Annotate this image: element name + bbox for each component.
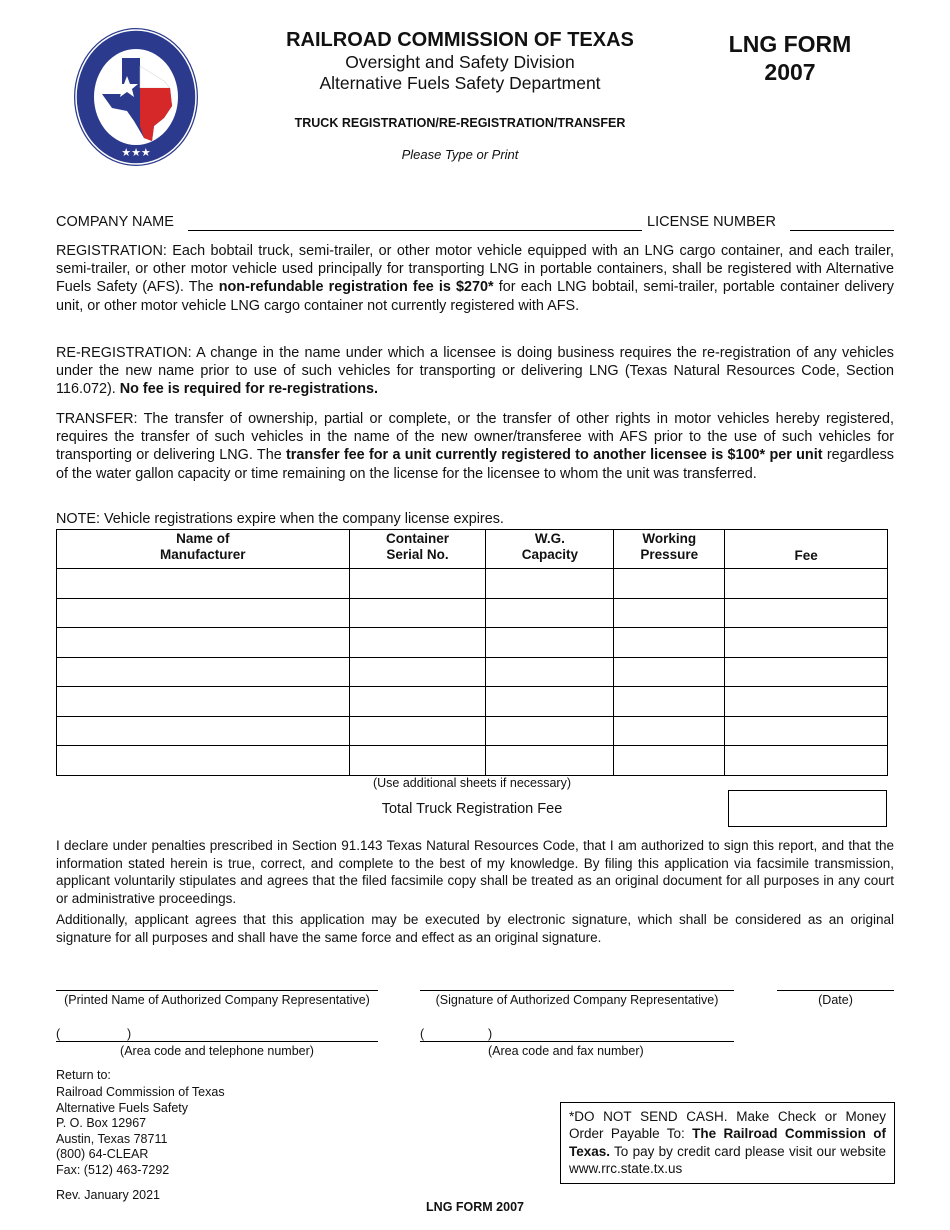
column-header-line: W.G. <box>534 531 565 546</box>
footer-form-number: LNG FORM 2007 <box>426 1200 524 1214</box>
column-header <box>349 530 486 569</box>
table-cell[interactable] <box>486 716 614 746</box>
signature-label: (Signature of Authorized Company Representative) <box>435 993 719 1007</box>
table-cell[interactable] <box>349 687 486 717</box>
payment-notice: *DO NOT SEND CASH. Make Check or Money Order Payable To: The Railroad Commission of Texas. To pay by credit card please visit our website www.rrc.state.tx.us <box>560 1102 895 1184</box>
table-cell[interactable] <box>349 569 486 599</box>
table-cell[interactable] <box>349 628 486 658</box>
phone-paren-open: ( <box>56 1027 61 1041</box>
table-cell[interactable] <box>349 716 486 746</box>
table-cell[interactable] <box>349 746 486 776</box>
table-cell[interactable] <box>349 657 486 687</box>
table-cell[interactable] <box>57 746 350 776</box>
signature-field[interactable] <box>420 975 734 991</box>
table-cell[interactable] <box>486 628 614 658</box>
table-cell[interactable] <box>614 716 725 746</box>
printed-name-field[interactable] <box>56 975 378 991</box>
table-cell[interactable] <box>349 598 486 628</box>
return-label: Return to: <box>56 1068 111 1082</box>
esignature-paragraph: Additionally, applicant agrees that this application may be executed by electronic signature, which shall be considered as an original signature for all purposes and shall have the same force and effect as an original signature. <box>56 912 894 945</box>
printed-name-label: (Printed Name of Authorized Company Representative) <box>64 993 370 1007</box>
fax-field[interactable] <box>420 1026 734 1042</box>
table-cell[interactable] <box>57 687 350 717</box>
phone-label: (Area code and telephone number) <box>120 1044 314 1058</box>
company-name-label: COMPANY NAME <box>56 214 174 230</box>
table-cell[interactable] <box>614 569 725 599</box>
table-row <box>57 716 888 746</box>
rrc-seal-logo <box>72 26 200 168</box>
company-name-field[interactable] <box>188 214 642 231</box>
form-number <box>690 30 890 86</box>
total-fee-field[interactable] <box>728 790 887 827</box>
note: NOTE: Vehicle registrations expire when the company license expires. <box>56 511 504 527</box>
column-header <box>614 530 725 569</box>
table-cell[interactable] <box>614 746 725 776</box>
table-row <box>57 687 888 717</box>
return-address <box>56 1085 225 1178</box>
table-cell[interactable] <box>614 628 725 658</box>
address-line: Railroad Commission of Texas <box>56 1085 225 1099</box>
fax-label: (Area code and fax number) <box>488 1044 644 1058</box>
table-cell[interactable] <box>57 716 350 746</box>
table-row <box>57 569 888 599</box>
department: Alternative Fuels Safety Department <box>319 73 601 93</box>
license-number-field[interactable] <box>790 214 894 231</box>
table-cell[interactable] <box>57 569 350 599</box>
license-number-label: LICENSE NUMBER <box>647 214 776 230</box>
column-header-line: Pressure <box>640 547 699 562</box>
division: Oversight and Safety Division <box>345 52 575 72</box>
table-cell[interactable] <box>486 657 614 687</box>
column-header-line: Container <box>386 531 450 546</box>
table-cell[interactable] <box>725 746 888 776</box>
address-line: (800) 64-CLEAR <box>56 1147 149 1161</box>
table-cell[interactable] <box>614 598 725 628</box>
form-line-1: LNG FORM <box>728 31 852 57</box>
table-cell[interactable] <box>486 569 614 599</box>
transfer-paragraph: TRANSFER: The transfer of ownership, partial or complete, or the transfer of other rights in motor vehicles hereby registered, requires the transfer of such vehicles in the name of the new owner/transferee with AFS prior to the use of such vehicles for transporting or delivering LNG. The transfer fee for a unit currently registered to another licensee is $100* per unit regardless of the water gallon capacity or time remaining on the license for the licensee to whom the unit was transferred. <box>56 411 895 482</box>
column-header-line: Working <box>642 531 697 546</box>
column-header-line: Name of <box>176 531 230 546</box>
column-header-line: Manufacturer <box>160 547 246 562</box>
table-cell[interactable] <box>614 687 725 717</box>
date-field[interactable] <box>777 975 894 991</box>
declaration-paragraph: I declare under penalties prescribed in Section 91.143 Texas Natural Resources Code, that I am authorized to sign this report, and that the information stated herein is true, correct, and complete to the best of my knowledge. By filing this application via facsimile transmission, applicant voluntarily stipulates and agrees that the filed facsimile copy shall be treated as an original document for all purposes in any court or administrative proceedings. <box>56 838 894 906</box>
column-header <box>725 530 888 569</box>
column-header-line: Capacity <box>521 547 579 562</box>
fax-paren-close: ) <box>488 1027 493 1041</box>
form-line-2: 2007 <box>764 59 816 85</box>
instruction: Please Type or Print <box>401 147 519 162</box>
date-label: (Date) <box>818 993 853 1007</box>
total-fee-label: Total Truck Registration Fee <box>381 801 563 817</box>
address-line: Alternative Fuels Safety <box>56 1100 189 1115</box>
reregistration-paragraph: RE-REGISTRATION: A change in the name under which a licensee is doing business requires the re-registration of any vehicles under the new name prior to use of such vehicles for transporting or delivering LNG (Texas Natural Resources Code, Section 116.072). No fee is required for re-registrations. <box>56 345 894 398</box>
table-cell[interactable] <box>57 628 350 658</box>
svg-text:★★★: ★★★ <box>121 146 151 159</box>
registration-paragraph: REGISTRATION: Each bobtail truck, semi-trailer, or other motor vehicle equipped with an LNG cargo container, and each trailer, semi-trailer, or other motor vehicle used principally for transporting LNG in portable containers, shall be registered with Alternative Fuels Safety (AFS). The non-refundable registration fee is $270* for each LNG bobtail, semi-trailer, portable container delivery unit, or other motor vehicle LNG cargo container not currently registered with AFS. <box>56 243 895 314</box>
table-cell[interactable] <box>725 687 888 717</box>
table-footnote: (Use additional sheets if necessary) <box>372 776 571 790</box>
table-row <box>57 657 888 687</box>
table-cell[interactable] <box>725 716 888 746</box>
vehicle-table <box>56 529 888 776</box>
form-subtitle: TRUCK REGISTRATION/RE-REGISTRATION/TRANSFER <box>294 116 626 130</box>
column-header <box>57 530 350 569</box>
column-header-line: Serial No. <box>386 547 449 562</box>
phone-paren-close: ) <box>127 1027 132 1041</box>
table-cell[interactable] <box>614 657 725 687</box>
table-cell[interactable] <box>725 569 888 599</box>
table-cell[interactable] <box>486 687 614 717</box>
revision: Rev. January 2021 <box>56 1188 160 1202</box>
column-header <box>486 530 614 569</box>
fax-paren-open: ( <box>420 1027 425 1041</box>
table-cell[interactable] <box>57 598 350 628</box>
table-row <box>57 598 888 628</box>
org-name: RAILROAD COMMISSION OF TEXAS <box>286 29 634 51</box>
table-cell[interactable] <box>725 657 888 687</box>
column-header-line: Fee <box>794 548 818 563</box>
address-line: Fax: (512) 463-7292 <box>56 1162 170 1177</box>
table-row <box>57 746 888 776</box>
address-line: P. O. Box 12967 <box>56 1116 147 1130</box>
address-line: Austin, Texas 78711 <box>56 1131 168 1146</box>
table-cell[interactable] <box>486 598 614 628</box>
table-cell[interactable] <box>725 628 888 658</box>
table-cell[interactable] <box>486 746 614 776</box>
phone-field[interactable] <box>56 1026 378 1042</box>
table-cell[interactable] <box>57 657 350 687</box>
table-cell[interactable] <box>725 598 888 628</box>
table-row <box>57 628 888 658</box>
